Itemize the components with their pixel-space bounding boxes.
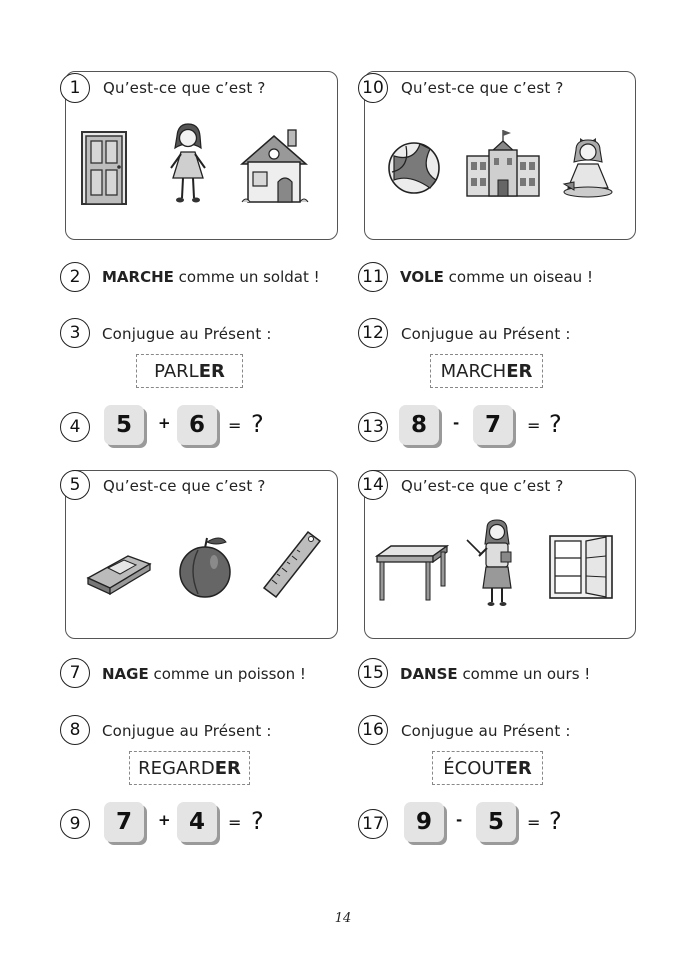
verb-stem: PARL bbox=[154, 360, 199, 382]
action-verb: NAGE bbox=[102, 665, 149, 683]
school-icon bbox=[465, 128, 541, 198]
verb-stem: MARCH bbox=[440, 360, 507, 382]
action-verb: MARCHE bbox=[102, 268, 174, 286]
exercise-number-14: 14 bbox=[358, 470, 388, 500]
house-icon bbox=[238, 126, 310, 206]
exercise-number-16: 16 bbox=[358, 715, 388, 745]
action-sentence-7 bbox=[102, 665, 306, 683]
action-rest: comme un soldat ! bbox=[173, 268, 320, 286]
plum-icon bbox=[176, 534, 234, 598]
question-mark: ? bbox=[251, 410, 264, 438]
verb-stem: REGARD bbox=[138, 757, 215, 779]
exercise-number-13: 13 bbox=[358, 412, 388, 442]
equals-sign: = bbox=[527, 813, 541, 832]
question-mark: ? bbox=[251, 807, 264, 835]
exercise-number-8: 8 bbox=[60, 715, 90, 745]
equals-sign: = bbox=[527, 416, 541, 435]
exercise-number-3: 3 bbox=[60, 318, 90, 348]
exercise-number-1: 1 bbox=[60, 73, 90, 103]
verb-stem: ÉCOUT bbox=[443, 757, 506, 779]
doll-icon bbox=[560, 132, 616, 200]
question-mark: ? bbox=[549, 410, 562, 438]
operator: + bbox=[158, 811, 171, 829]
verb-box-16 bbox=[432, 751, 543, 785]
operator: - bbox=[456, 811, 463, 829]
exercise-number-7: 7 bbox=[60, 658, 90, 688]
action-verb: VOLE bbox=[400, 268, 444, 286]
action-verb: DANSE bbox=[400, 665, 458, 683]
exercise-number-17: 17 bbox=[358, 809, 388, 839]
action-rest: comme un poisson ! bbox=[148, 665, 306, 683]
number-tile-b: 5 bbox=[476, 802, 516, 842]
exercise-number-10: 10 bbox=[358, 73, 388, 103]
conjugate-prompt-8: Conjugue au Présent : bbox=[102, 722, 272, 740]
ball-icon bbox=[386, 140, 442, 196]
verb-ending: ER bbox=[214, 757, 241, 779]
number-tile-b: 6 bbox=[177, 405, 217, 445]
question-mark: ? bbox=[549, 807, 562, 835]
question-prompt-10: Qu’est-ce que c’est ? bbox=[401, 79, 564, 97]
operator: - bbox=[453, 414, 460, 432]
exercise-number-2: 2 bbox=[60, 262, 90, 292]
equals-sign: = bbox=[228, 813, 242, 832]
verb-ending: ER bbox=[505, 757, 532, 779]
action-rest: comme un ours ! bbox=[457, 665, 591, 683]
exercise-number-4: 4 bbox=[60, 412, 90, 442]
verb-ending: ER bbox=[506, 360, 533, 382]
ruler-icon bbox=[262, 528, 322, 600]
action-sentence-15 bbox=[400, 665, 590, 683]
conjugate-prompt-3: Conjugue au Présent : bbox=[102, 325, 272, 343]
conjugate-prompt-12: Conjugue au Présent : bbox=[401, 325, 571, 343]
question-prompt-5: Qu’est-ce que c’est ? bbox=[103, 477, 266, 495]
question-prompt-1: Qu’est-ce que c’est ? bbox=[103, 79, 266, 97]
number-tile-a: 8 bbox=[399, 405, 439, 445]
action-sentence-11 bbox=[400, 268, 593, 286]
equals-sign: = bbox=[228, 416, 242, 435]
exercise-number-12: 12 bbox=[358, 318, 388, 348]
number-tile-a: 7 bbox=[104, 802, 144, 842]
question-prompt-14: Qu’est-ce que c’est ? bbox=[401, 477, 564, 495]
number-tile-a: 9 bbox=[404, 802, 444, 842]
eraser-icon bbox=[84, 548, 154, 596]
number-tile-a: 5 bbox=[104, 405, 144, 445]
action-rest: comme un oiseau ! bbox=[443, 268, 593, 286]
conjugate-prompt-16: Conjugue au Présent : bbox=[401, 722, 571, 740]
verb-box-8 bbox=[129, 751, 250, 785]
verb-box-12 bbox=[430, 354, 543, 388]
action-sentence-2 bbox=[102, 268, 320, 286]
exercise-number-15: 15 bbox=[358, 658, 388, 688]
girl-icon bbox=[165, 122, 211, 206]
exercise-number-5: 5 bbox=[60, 470, 90, 500]
verb-box-3 bbox=[136, 354, 243, 388]
page-number: 14 bbox=[334, 911, 352, 926]
exercise-number-9: 9 bbox=[60, 809, 90, 839]
exercise-number-11: 11 bbox=[358, 262, 388, 292]
verb-ending: ER bbox=[198, 360, 225, 382]
number-tile-b: 7 bbox=[473, 405, 513, 445]
window-icon bbox=[548, 534, 614, 600]
table-icon bbox=[375, 542, 449, 602]
number-tile-b: 4 bbox=[177, 802, 217, 842]
operator: + bbox=[158, 414, 171, 432]
door-icon bbox=[80, 130, 128, 206]
teacher-icon bbox=[465, 518, 517, 608]
